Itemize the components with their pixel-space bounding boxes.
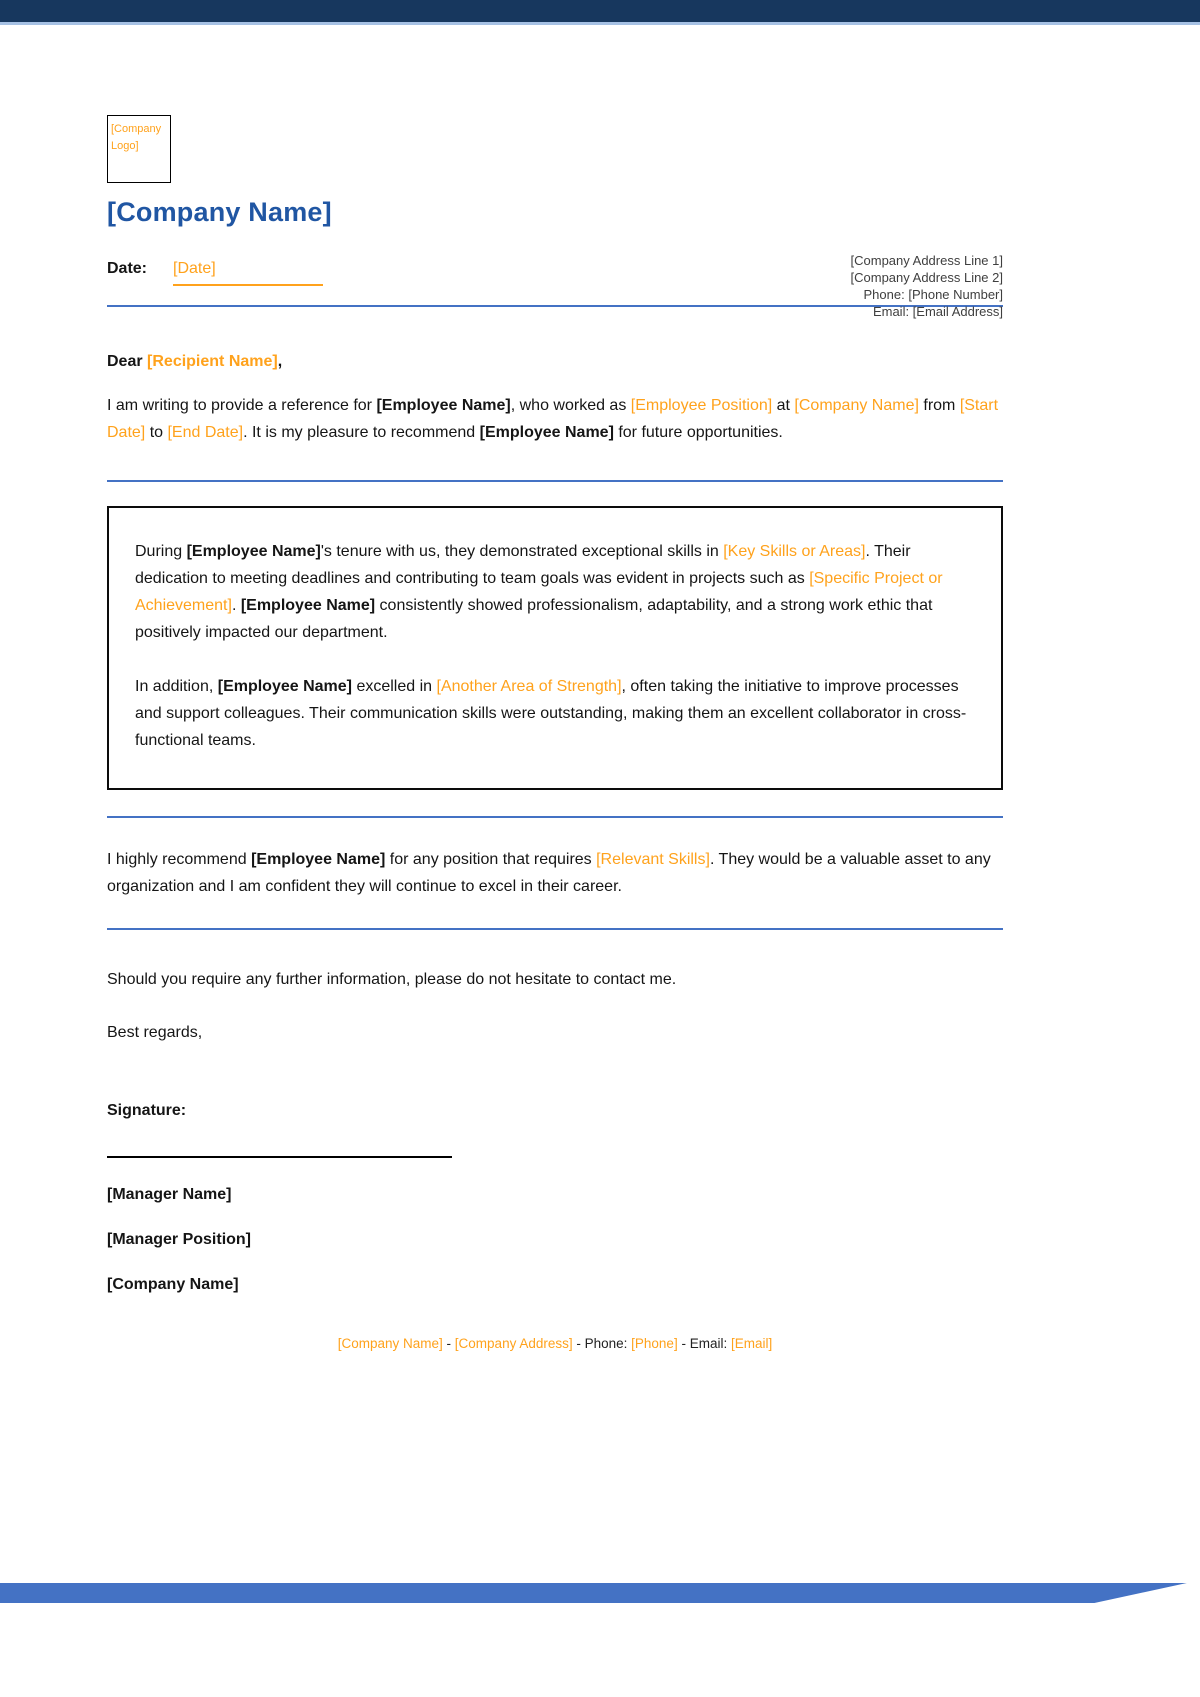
closing-paragraph: Should you require any further information, please do not hesitate to contact me.	[107, 971, 677, 988]
text-segment: for any position that requires	[385, 851, 597, 868]
placeholder-text: [Another Area of Strength]	[436, 678, 622, 695]
text-segment: 's tenure with us, they demonstrated exceptional skills in	[320, 543, 724, 560]
placeholder-text: [Key Skills or Areas]	[723, 543, 866, 560]
box-paragraph-2	[135, 673, 975, 754]
text-segment: I highly recommend	[107, 851, 252, 868]
intro-paragraph	[107, 392, 1003, 446]
placeholder-text: [Email]	[730, 1336, 773, 1351]
placeholder-text: [Start Date]	[107, 397, 999, 441]
text-segment: at	[772, 397, 795, 414]
text-segment: to	[145, 424, 168, 441]
section-divider-bottom	[107, 928, 1003, 930]
text-segment: for future opportunities.	[613, 424, 783, 441]
placeholder-text: [Phone]	[631, 1336, 678, 1351]
placeholder-text: [End Date]	[167, 424, 244, 441]
section-divider-middle	[107, 816, 1003, 818]
manager-position: [Manager Position]	[107, 1231, 252, 1248]
address-line: Phone: [Phone Number]	[863, 287, 1003, 302]
date-row	[107, 260, 323, 286]
company-address-block	[851, 252, 1003, 320]
date-label: Date:	[107, 260, 148, 277]
box-paragraph-1	[135, 538, 975, 646]
text-segment: from	[918, 397, 960, 414]
placeholder-text: [Recipient Name]	[147, 353, 278, 370]
address-line: Email: [Email Address]	[872, 304, 1003, 319]
header-meta-row	[107, 252, 1003, 332]
text-segment: During	[135, 543, 187, 560]
top-accent-line	[0, 22, 1200, 25]
text-segment: . It is my pleasure to recommend	[243, 424, 480, 441]
placeholder-text: [Company Name]	[794, 397, 919, 414]
address-line: [Company Address Line 1]	[850, 253, 1003, 268]
address-line: [Company Address Line 2]	[850, 270, 1003, 285]
signature-label: Signature:	[107, 1102, 187, 1119]
text-segment: [Employee Name]	[186, 543, 321, 560]
text-segment: [Employee Name]	[217, 678, 352, 695]
text-segment: . Their dedication to meeting deadlines and contributing to team goals was evident in projects such as	[135, 543, 911, 587]
text-segment: -	[442, 1336, 455, 1351]
text-segment: .	[231, 597, 241, 614]
text-segment: [Employee Name]	[376, 397, 511, 414]
placeholder-text: [Employee Position]	[630, 397, 773, 414]
regards-line: Best regards,	[107, 1024, 203, 1041]
company-name-signoff: [Company Name]	[107, 1276, 239, 1293]
text-segment: , who worked as	[510, 397, 631, 414]
text-segment: , often taking the initiative to improve processes and support colleagues. Their communication skills were outstanding, making them an excellent collaborator in cross-functional teams.	[135, 678, 967, 749]
company-logo-placeholder: [Company Logo]	[111, 123, 162, 153]
company-name-heading: [Company Name]	[107, 197, 332, 227]
top-header-bar	[0, 0, 1200, 22]
text-segment: In addition,	[135, 678, 218, 695]
footer-contact-line	[107, 1336, 1003, 1351]
text-segment: excelled in	[352, 678, 437, 695]
signature-line	[107, 1156, 452, 1158]
company-logo-box	[107, 115, 171, 183]
text-segment: consistently showed professionalism, adaptability, and a strong work ethic that positively impacted our department.	[135, 597, 933, 641]
highlight-box	[107, 506, 1003, 790]
placeholder-text: [Company Name]	[337, 1336, 443, 1351]
text-segment: ,	[277, 353, 283, 370]
section-divider-top	[107, 480, 1003, 482]
letter-content	[107, 115, 1003, 1351]
bottom-ribbon	[0, 1583, 1200, 1603]
text-segment: - Email:	[677, 1336, 731, 1351]
salutation	[107, 348, 1003, 375]
manager-name: [Manager Name]	[107, 1186, 232, 1203]
text-segment: [Employee Name]	[479, 424, 614, 441]
text-segment: . They would be a valuable asset to any organization and I am confident they will continue to excel in their career.	[107, 851, 991, 895]
text-segment: I am writing to provide a reference for	[107, 397, 377, 414]
recommendation-paragraph	[107, 846, 1003, 900]
placeholder-text: [Company Address]	[454, 1336, 573, 1351]
text-segment: Dear	[107, 353, 148, 370]
placeholder-text: [Specific Project or Achievement]	[135, 570, 943, 614]
placeholder-text: [Relevant Skills]	[596, 851, 710, 868]
text-segment: [Employee Name]	[251, 851, 386, 868]
date-value-field: [Date]	[173, 260, 323, 286]
text-segment: [Employee Name]	[240, 597, 376, 614]
text-segment: - Phone:	[572, 1336, 632, 1351]
